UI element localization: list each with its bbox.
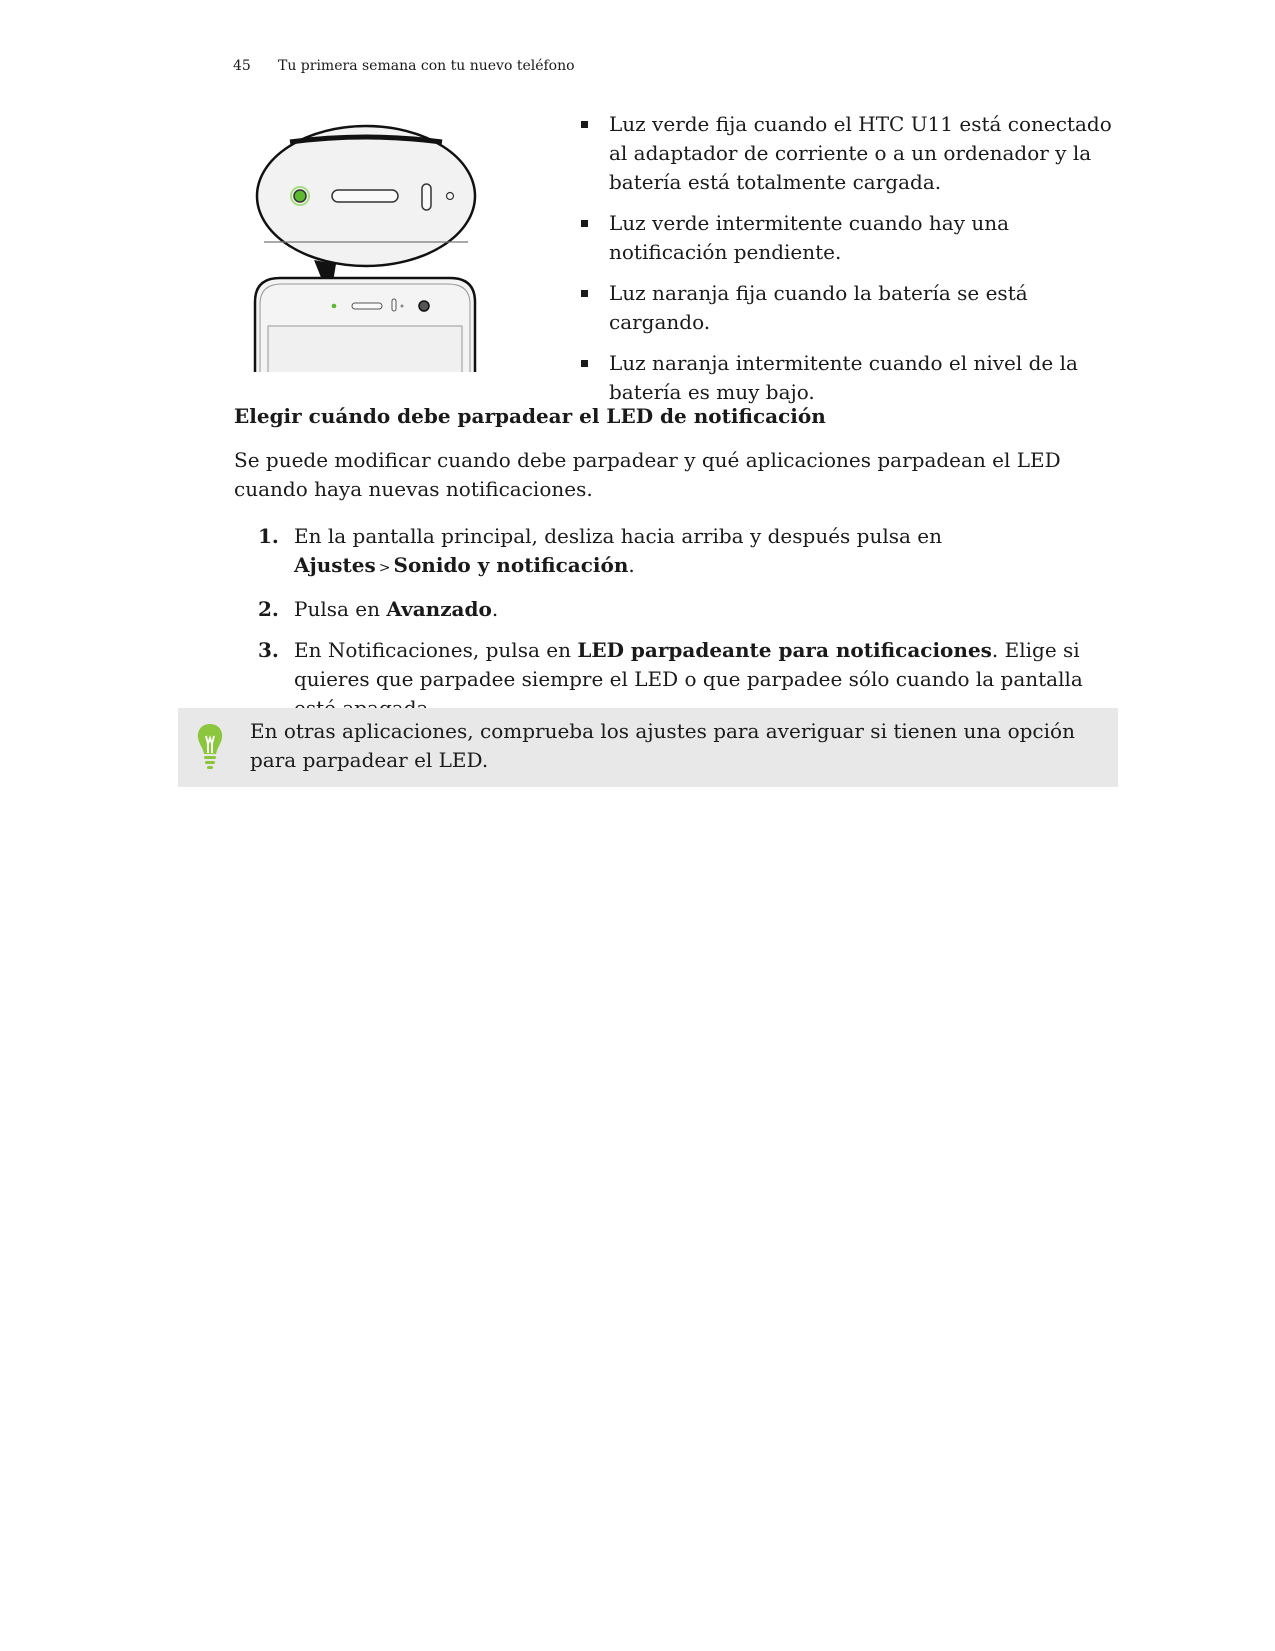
- list-item: [577, 349, 1122, 407]
- phone-led-svg: [250, 122, 482, 372]
- list-item: [577, 279, 1122, 337]
- step-text: Pulsa en: [294, 597, 387, 621]
- dot-large: [447, 193, 454, 200]
- step-bold-avanzado: Avanzado: [386, 597, 492, 621]
- page-header: [233, 58, 575, 74]
- led-status-list: [577, 110, 1122, 419]
- bullet-square-icon: [581, 290, 588, 297]
- list-item-text: Luz verde intermitente cuando hay una notificación pendiente.: [609, 211, 1010, 264]
- step-text: En la pantalla principal, desliza hacia arriba y después pulsa en: [294, 524, 942, 548]
- step-separator: >: [378, 560, 391, 576]
- led-large: [294, 190, 306, 202]
- step-bold-led: LED parpadeante para notificaciones: [577, 638, 992, 662]
- chapter-title: Tu primera semana con tu nuevo teléfono: [278, 58, 575, 74]
- speaker-small: [352, 303, 382, 309]
- bullet-square-icon: [581, 121, 588, 128]
- step-item: [234, 522, 1114, 583]
- step-number: 1.: [258, 524, 279, 548]
- list-item-text: Luz naranja intermitente cuando el nivel de la batería es muy bajo.: [609, 351, 1078, 404]
- step-item: [234, 595, 1114, 624]
- front-camera: [419, 301, 429, 311]
- sensor-large: [422, 184, 431, 210]
- step-text-end: . Elige si quieres que parpadee siempre el LED o que parpadee sólo cuando la pantalla: [294, 638, 1083, 691]
- bullet-square-icon: [581, 360, 588, 367]
- section-heading: Elegir cuándo debe parpadear el LED de notificación: [234, 404, 826, 428]
- tip-text: En otras aplicaciones, comprueba los ajustes para averiguar si tienen una opción para parpadear el LED.: [250, 719, 1075, 772]
- step-bold-ajustes: Ajustes: [294, 553, 376, 577]
- lightbulb-icon: [196, 722, 224, 772]
- step-number: 2.: [258, 597, 279, 621]
- step-bold-sonido: Sonido y notificación: [393, 553, 629, 577]
- led-small: [332, 304, 337, 309]
- step-text-end: .: [491, 597, 499, 621]
- phone-screen: [268, 326, 462, 372]
- step-number: 3.: [258, 638, 279, 662]
- step-text: En Notificaciones, pulsa en: [294, 638, 578, 662]
- step-text-end: .: [628, 553, 635, 577]
- list-item: [577, 110, 1122, 197]
- page-number: 45: [233, 58, 251, 74]
- speaker-large: [332, 190, 398, 202]
- bullet-square-icon: [581, 220, 588, 227]
- dot-small: [401, 305, 404, 308]
- list-item: [577, 209, 1122, 267]
- steps-list: [234, 522, 1114, 735]
- sensor-small: [392, 299, 396, 311]
- phone-led-illustration: [250, 122, 482, 372]
- section-intro: Se puede modificar cuando debe parpadear y qué aplicaciones parpadean el LED cuando haya nuevas notificaciones.: [234, 448, 1061, 501]
- list-item-text: Luz verde fija cuando el HTC U11 está conectado al adaptador de corriente o a un ordenador y la batería está totalmente cargada.: [609, 112, 1112, 194]
- list-item-text: Luz naranja fija cuando la batería se está cargando.: [609, 281, 1028, 334]
- tip-box: [178, 708, 1118, 787]
